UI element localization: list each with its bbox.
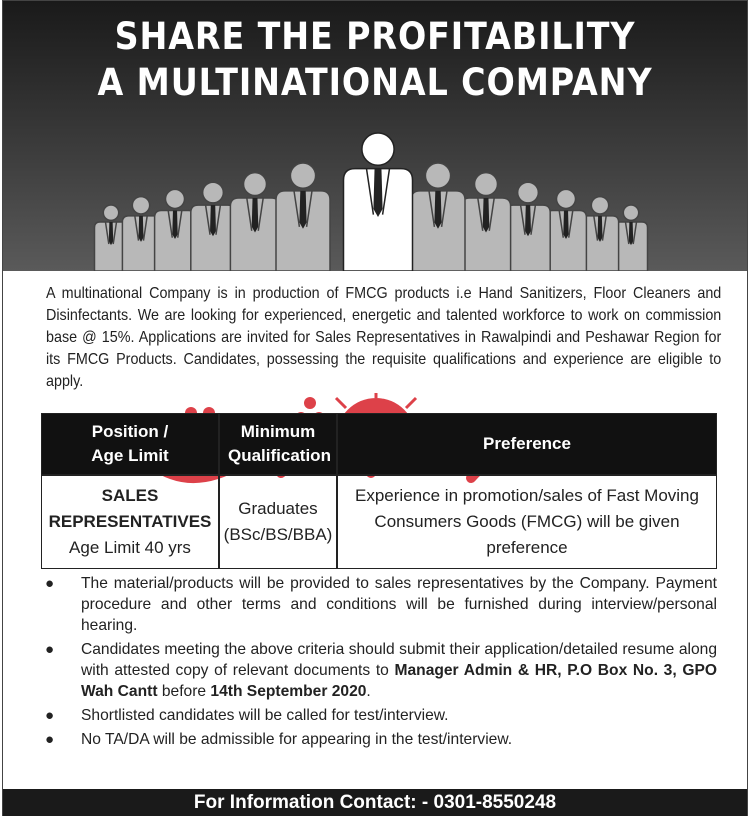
person-figure <box>411 163 465 271</box>
age-limit: Age Limit 40 yrs <box>69 538 191 557</box>
bullet-icon: ● <box>45 641 55 658</box>
person-figure <box>615 205 648 271</box>
person-figure <box>461 173 510 271</box>
person-figure <box>230 173 279 271</box>
contact-footer: For Information Contact: - 0301-8550248 <box>3 789 747 816</box>
address: Manager Admin & HR, P.O Box No. 3, GPO Wah Cantt <box>81 662 717 700</box>
person-figure <box>155 189 196 271</box>
position-title: SALES <box>101 486 159 505</box>
bullet-icon: ● <box>45 731 55 748</box>
qualification-cell: Graduates (BSc/BS/BBA) <box>223 499 333 544</box>
header-banner <box>3 1 747 271</box>
deadline: 14th September 2020 <box>210 683 367 700</box>
position-title: REPRESENTATIVES <box>48 512 212 531</box>
list-item: ● The material/products will be provided to sales representatives by the Company. Payment procedure and other terms and conditions will be furnished during interview/personal hearing. <box>45 575 717 634</box>
list-item: ● No TA/DA will be admissible for appearing in the test/interview. <box>45 731 513 748</box>
person-figure <box>276 163 330 271</box>
person-figure <box>506 182 550 271</box>
bullet-icon: ● <box>45 707 55 724</box>
vacancy-table <box>41 413 717 569</box>
bullet-icon: ● <box>45 575 55 592</box>
advertisement <box>2 0 748 816</box>
headline-line-2: A MULTINATIONAL COMPANY <box>97 61 653 104</box>
headline-line-1: SHARE THE PROFITABILITY <box>114 15 636 58</box>
position-cell <box>42 476 218 568</box>
terms-list <box>45 573 717 753</box>
header-position: Position / Age Limit <box>91 422 169 465</box>
header-preference: Preference <box>483 434 571 453</box>
header-qualification: Minimum Qualification <box>228 422 331 465</box>
preference-cell: Experience in promotion/sales of Fast Moving Consumers Goods (FMCG) will be given preference <box>355 486 699 557</box>
intro-paragraph: A multinational Company is in production of FMCG products i.e Hand Sanitizers, Floor Cleaners and Disinfectants. We are looking for experienced, energetic and talented workforce to work on commission base @ 15%. Applications are invited for Sales Representatives in Rawalpindi and Peshawar Region for its FMCG Products. Candidates, possessing the requisite qualifications and experience are eligible to apply. <box>46 285 722 390</box>
business-people-icon <box>93 131 663 271</box>
person-figure <box>191 182 235 271</box>
list-item: ● Candidates meeting the above criteria should submit their application/detailed resume along with attested copy of relevant documents to Manager Admin & HR, P.O Box No. 3, GPO Wah Cantt before 14th September 2020. <box>45 641 717 700</box>
person-figure <box>546 189 587 271</box>
person-figure <box>344 133 413 271</box>
list-item: ● Shortlisted candidates will be called for test/interview. <box>45 707 449 724</box>
